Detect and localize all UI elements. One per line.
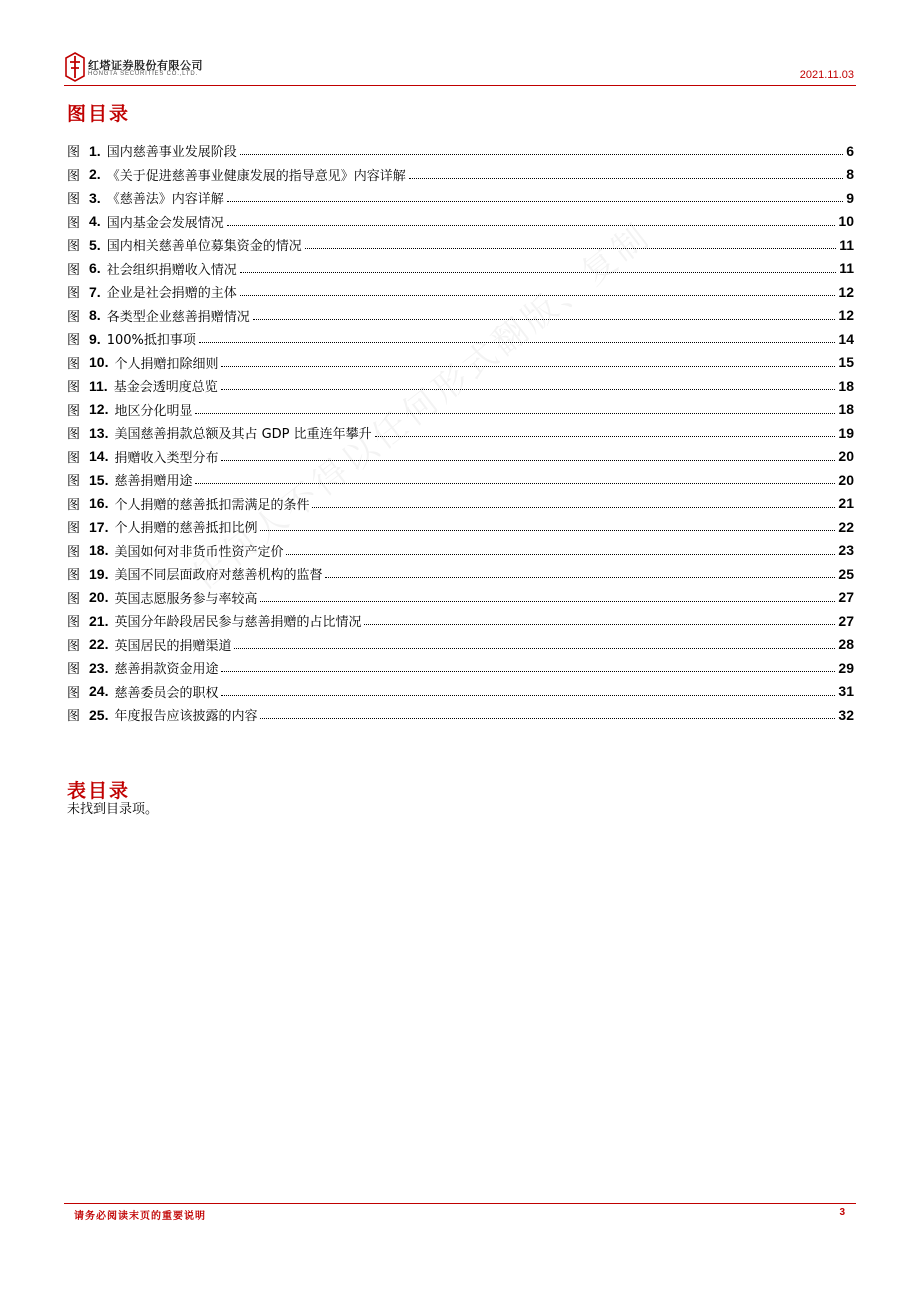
toc-entry-prefix: 图 [67,521,81,537]
figures-toc [67,139,854,727]
page-number: 3 [839,1207,845,1218]
toc-entry-prefix: 图 [67,662,81,678]
toc-entry-number: 21. [89,612,109,629]
toc-entry-leader [260,704,835,719]
toc-entry-number: 14. [89,448,109,465]
toc-entry[interactable] [67,515,854,539]
toc-entry[interactable] [67,210,854,234]
toc-entry-title: 英国志愿服务参与率较高 [114,591,258,607]
toc-entry-number: 16. [89,495,109,512]
toc-entry-prefix: 图 [67,356,81,372]
toc-entry[interactable] [67,468,854,492]
toc-entry[interactable] [67,280,854,304]
toc-entry-page: 8 [846,166,854,183]
toc-entry-title: 100%抵扣事项 [106,333,196,349]
toc-entry[interactable] [67,421,854,445]
tables-toc-empty: 未找到目录项。 [67,802,159,817]
toc-entry-leader [227,211,836,226]
toc-entry-title: 慈善捐赠用途 [114,474,193,490]
toc-entry-page: 31 [838,683,854,700]
toc-entry-title: 社会组织捐赠收入情况 [106,262,237,278]
header-divider [64,85,856,86]
toc-entry-title: 美国慈善捐款总额及其占 GDP 比重连年攀升 [114,427,372,443]
figures-toc-title: 图目录 [67,103,131,125]
toc-entry-prefix: 图 [67,168,81,184]
toc-entry-prefix: 图 [67,380,81,396]
toc-entry-title: 美国不同层面政府对慈善机构的监督 [114,568,323,584]
toc-entry-leader [364,610,835,625]
toc-entry-prefix: 图 [67,544,81,560]
toc-entry-page: 12 [838,307,854,324]
toc-entry-leader [409,164,844,179]
toc-entry[interactable] [67,233,854,257]
toc-entry-page: 27 [838,612,854,629]
page-header [64,50,856,88]
toc-entry-title: 个人捐赠的慈善抵扣需满足的条件 [114,497,310,513]
footer-divider [64,1203,856,1204]
toc-entry-number: 17. [89,518,109,535]
toc-entry-title: 《慈善法》内容详解 [106,192,224,208]
toc-entry-page: 18 [838,377,854,394]
toc-entry-number: 4. [89,213,101,230]
toc-entry-page: 20 [838,448,854,465]
toc-entry-title: 企业是社会捐赠的主体 [106,286,237,302]
toc-entry-title: 地区分化明显 [114,403,193,419]
toc-entry-page: 27 [838,589,854,606]
toc-entry-prefix: 图 [67,615,81,631]
toc-entry-number: 6. [89,260,101,277]
toc-entry-prefix: 图 [67,427,81,443]
toc-entry-prefix: 图 [67,262,81,278]
toc-entry[interactable] [67,139,854,163]
toc-entry-number: 20. [89,589,109,606]
toc-entry-page: 12 [838,283,854,300]
toc-entry-leader [312,493,835,508]
toc-entry-prefix: 图 [67,568,81,584]
toc-entry-title: 《关于促进慈善事业健康发展的指导意见》内容详解 [106,168,406,184]
toc-entry-leader [325,563,835,578]
toc-entry-leader [221,375,836,390]
toc-entry-page: 28 [838,636,854,653]
toc-entry-number: 23. [89,659,109,676]
toc-entry-page: 19 [838,424,854,441]
toc-entry-leader [234,634,835,649]
toc-entry-leader [260,587,835,602]
toc-entry-number: 15. [89,471,109,488]
toc-entry-number: 1. [89,142,101,159]
toc-entry-title: 英国分年龄段居民参与慈善捐赠的占比情况 [114,615,362,631]
toc-entry-leader [227,187,844,202]
toc-entry-page: 20 [838,471,854,488]
toc-entry-prefix: 图 [67,591,81,607]
toc-entry-number: 5. [89,236,101,253]
toc-entry-number: 25. [89,706,109,723]
toc-entry[interactable] [67,656,854,680]
toc-entry-title: 慈善捐款资金用途 [114,662,219,678]
toc-entry[interactable] [67,445,854,469]
toc-entry[interactable] [67,609,854,633]
toc-entry[interactable] [67,633,854,657]
toc-entry-prefix: 图 [67,286,81,302]
toc-entry[interactable] [67,163,854,187]
toc-entry[interactable] [67,186,854,210]
toc-entry-prefix: 图 [67,333,81,349]
toc-entry-leader [221,681,835,696]
toc-entry-prefix: 图 [67,215,81,231]
toc-entry-page: 25 [838,565,854,582]
toc-entry-prefix: 图 [67,709,81,725]
toc-entry-number: 12. [89,401,109,418]
toc-entry-title: 个人捐赠扣除细则 [114,356,219,372]
toc-entry-number: 11. [89,377,108,394]
report-date: 2021.11.03 [799,69,854,81]
toc-entry-title: 个人捐赠的慈善抵扣比例 [114,521,258,537]
company-name-cn: 红塔证券股份有限公司 [88,59,203,72]
toc-entry[interactable] [67,304,854,328]
toc-entry-leader [375,422,836,437]
toc-entry-number: 2. [89,166,101,183]
toc-entry-leader [221,352,835,367]
toc-entry-number: 19. [89,565,109,582]
toc-entry-page: 22 [838,518,854,535]
toc-entry-number: 9. [89,330,101,347]
toc-entry-page: 14 [838,330,854,347]
company-name-en: HONGTA SECURITIES CO.,LTD. [88,71,198,77]
toc-entry-number: 3. [89,189,101,206]
toc-entry-leader [195,399,835,414]
toc-entry-number: 8. [89,307,101,324]
toc-entry-title: 英国居民的捐赠渠道 [114,638,232,654]
toc-entry-title: 慈善委员会的职权 [114,685,219,701]
toc-entry-prefix: 图 [67,474,81,490]
toc-entry-title: 年度报告应该披露的内容 [114,709,258,725]
toc-entry-number: 24. [89,683,109,700]
toc-entry-page: 11 [839,236,854,253]
toc-entry-prefix: 图 [67,309,81,325]
toc-entry-number: 10. [89,354,109,371]
toc-entry-prefix: 图 [67,450,81,466]
toc-entry-title: 国内慈善事业发展阶段 [106,145,237,161]
toc-entry-leader [240,258,836,273]
toc-entry[interactable] [67,680,854,704]
toc-entry-title: 基金会透明度总览 [113,380,218,396]
toc-entry[interactable] [67,492,854,516]
toc-entry-page: 29 [838,659,854,676]
toc-entry-prefix: 图 [67,403,81,419]
toc-entry-page: 10 [838,213,854,230]
toc-entry-number: 13. [89,424,109,441]
toc-entry-page: 9 [846,189,854,206]
toc-entry-number: 18. [89,542,109,559]
toc-entry-prefix: 图 [67,497,81,513]
toc-entry-prefix: 图 [67,145,81,161]
toc-entry-number: 22. [89,636,109,653]
hongta-logo-icon [64,52,86,82]
tables-toc-title: 表目录 [67,780,131,802]
toc-entry-leader [305,234,836,249]
toc-entry-prefix: 图 [67,685,81,701]
toc-entry-prefix: 图 [67,638,81,654]
toc-entry[interactable] [67,586,854,610]
toc-entry-page: 18 [838,401,854,418]
footer-note: 请务必阅读末页的重要说明 [74,1211,206,1222]
toc-entry-page: 21 [838,495,854,512]
toc-entry-title: 捐赠收入类型分布 [114,450,219,466]
toc-entry-leader [221,657,835,672]
toc-entry[interactable] [67,703,854,727]
toc-entry[interactable] [67,257,854,281]
toc-entry-title: 美国如何对非货币性资产定价 [114,544,284,560]
toc-entry-prefix: 图 [67,192,81,208]
company-logo [64,50,214,84]
toc-entry-page: 23 [838,542,854,559]
toc-entry-leader [240,140,844,155]
toc-entry-page: 6 [846,142,854,159]
toc-entry-title: 国内相关慈善单位募集资金的情况 [106,239,302,255]
toc-entry-page: 11 [839,260,854,277]
toc-entry-title: 国内基金会发展情况 [106,215,224,231]
toc-entry-page: 32 [838,706,854,723]
toc-entry-leader [260,516,835,531]
toc-entry-prefix: 图 [67,239,81,255]
toc-entry-number: 7. [89,283,101,300]
toc-entry-leader [286,540,835,555]
toc-entry-title: 各类型企业慈善捐赠情况 [106,309,250,325]
toc-entry-page: 15 [838,354,854,371]
